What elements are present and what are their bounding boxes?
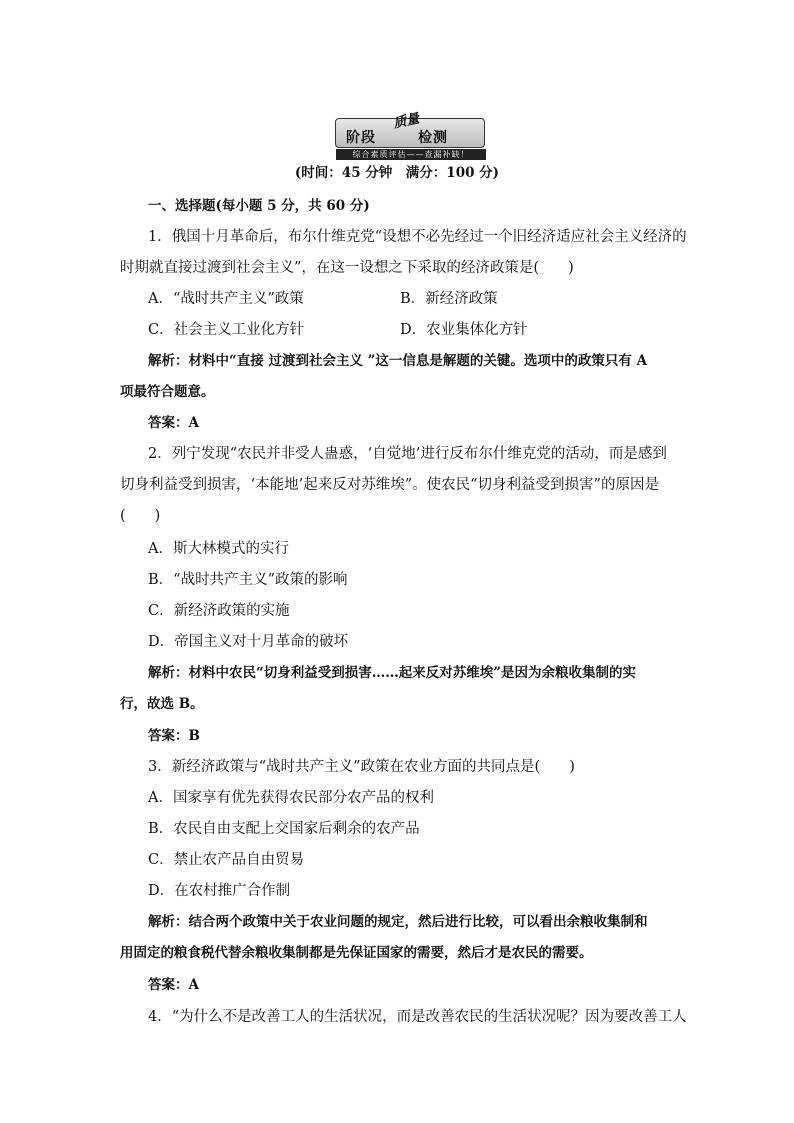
q1-stem-line1: 1．俄国十月革命后，布尔什维克党“设想不必先经过一个旧经济适应社会主义经济的: [148, 229, 687, 245]
q1-option-c: C．社会主义工业化方针: [148, 322, 305, 338]
banner-title-left: 阶段: [346, 130, 376, 146]
q1-answer: 答案：A: [148, 415, 199, 431]
section-banner: [335, 111, 485, 159]
q3-option-d: D．在农村推广合作制: [148, 883, 291, 899]
q2-option-b: B．“战时共产主义”政策的影响: [148, 572, 348, 588]
banner-emphasis: 质量: [392, 111, 421, 132]
q1-stem-line2: 时期就直接过渡到社会主义”，在这一设想之下采取的经济政策是( ): [120, 260, 574, 276]
q1-analysis-line2: 项最符合题意。: [120, 384, 215, 400]
q3-option-c: C．禁止农产品自由贸易: [148, 852, 305, 868]
q3-option-b: B．农民自由支配上交国家后剩余的农产品: [148, 821, 420, 837]
q3-stem-line1: 3．新经济政策与“战时共产主义”政策在农业方面的共同点是( ): [148, 759, 575, 775]
q3-answer: 答案：A: [148, 977, 199, 993]
banner-subtitle: 综合素质评估——查漏补缺！: [336, 149, 486, 160]
q1-option-b: B．新经济政策: [400, 291, 498, 307]
q1-analysis-line1: 解析：材料中“直接 过渡到社会主义 ”这一信息是解题的关键。选项中的政策只有 A: [148, 353, 648, 369]
q1-option-a: A．“战时共产主义”政策: [148, 291, 304, 307]
q2-analysis-line2: 行，故选 B。: [120, 696, 204, 712]
q4-stem-line1: 4．“为什么不是改善工人的生活状况，而是改善农民的生活状况呢？因为要改善工人: [148, 1009, 687, 1025]
q1-option-d: D．农业集体化方针: [400, 322, 528, 338]
q2-option-a: A．斯大林模式的实行: [148, 541, 289, 557]
q2-stem-line2: 切身利益受到损害，‘本能地’起来反对苏维埃”。使农民“切身利益受到损害”的原因是: [120, 477, 659, 493]
section-title: 一、选择题(每小题 5 分，共 60 分): [148, 198, 370, 214]
q2-answer: 答案：B: [148, 728, 200, 744]
exam-meta: (时间：45 分钟 满分：100 分): [294, 165, 500, 181]
q2-option-d: D．帝国主义对十月革命的破坏: [148, 634, 349, 650]
q2-analysis-line1: 解析：材料中农民“切身利益受到损害……起来反对苏维埃”是因为余粮收集制的实: [148, 665, 637, 681]
q2-stem-line3: ( ): [120, 508, 161, 524]
q2-option-c: C．新经济政策的实施: [148, 603, 290, 619]
q3-analysis-line1: 解析：结合两个政策中关于农业问题的规定，然后进行比较，可以看出余粮收集制和: [148, 914, 648, 930]
q3-analysis-line2: 用固定的粮食税代替余粮收集制都是先保证国家的需要，然后才是农民的需要。: [120, 945, 593, 961]
q3-option-a: A．国家享有优先获得农民部分农产品的权利: [148, 790, 434, 806]
q2-stem-line1: 2．列宁发现“农民并非受人蛊惑，‘自觉地’进行反布尔什维克党的活动，而是感到: [148, 446, 667, 462]
banner-title-right: 检测: [418, 130, 448, 146]
